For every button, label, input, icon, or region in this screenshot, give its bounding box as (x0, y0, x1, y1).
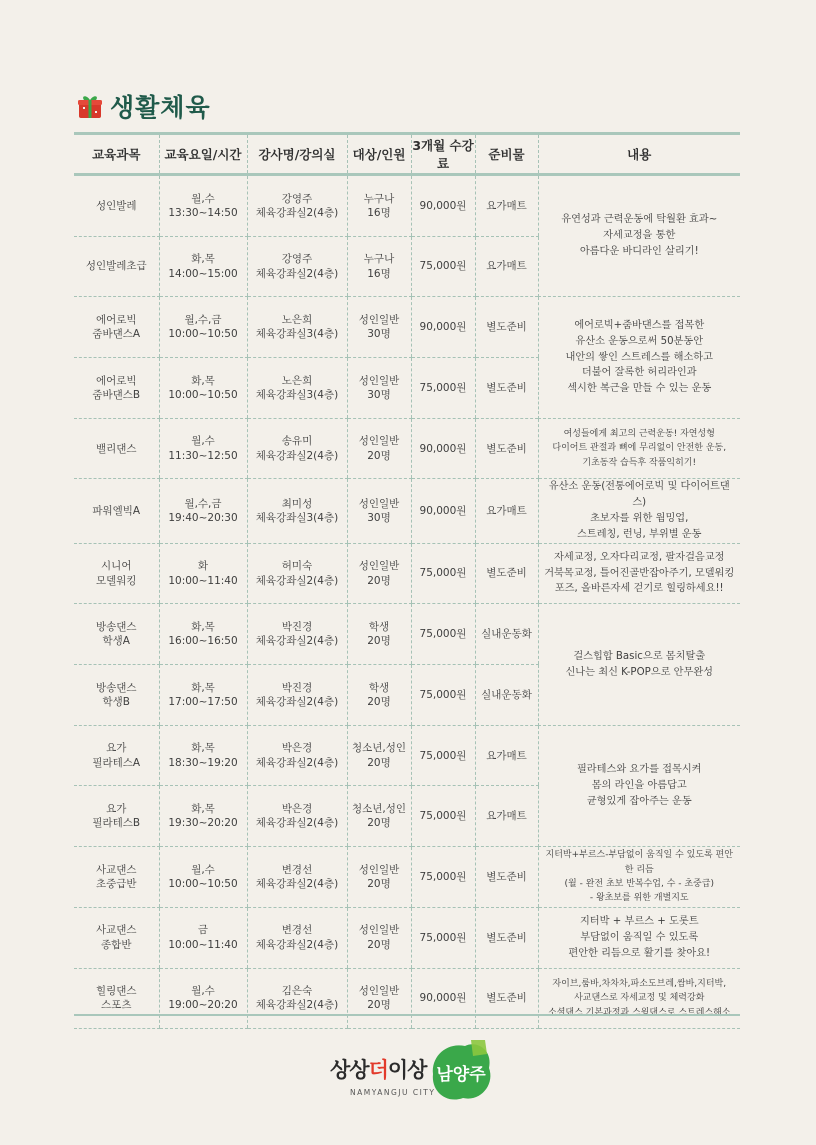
fee-cell: 90,000원 (411, 297, 475, 358)
fee-cell: 75,000원 (411, 358, 475, 419)
target-cell-line: 20명 (367, 756, 391, 769)
description-cell-line: 몸의 라인을 아름답고 (591, 780, 687, 792)
column-header: 교육과목 (74, 134, 159, 175)
schedule-cell-line: 월,수,금 (184, 497, 222, 510)
target-cell-line: 성인일반 (358, 497, 400, 510)
subject-cell (74, 907, 159, 968)
subject-cell (74, 786, 159, 847)
table-header-row (74, 134, 740, 175)
target-cell (347, 479, 411, 543)
instructor-cell-line: 박은경 (281, 803, 313, 816)
instructor-cell-line: 체육강좌실2(4층) (255, 938, 339, 951)
description-cell-line: 섹시한 복근을 만들 수 있는 운동 (567, 383, 712, 395)
description-cell-line: 유연성과 근력운동에 탁월환 효과~ (561, 214, 718, 226)
instructor-cell-line: 김은숙 (281, 985, 313, 998)
subject-cell-line: 요가 (106, 803, 127, 816)
supplies-cell: 요가매트 (475, 479, 538, 543)
description-cell (538, 604, 740, 725)
table-row (74, 479, 740, 543)
subject-cell-line: 에어로빅 (95, 374, 137, 387)
schedule-cell-line: 19:30~20:20 (168, 817, 238, 830)
description-cell-line: 신나는 최신 K-POP으로 안무완성 (565, 666, 714, 678)
target-cell-line: 30명 (367, 512, 391, 525)
table-row (74, 543, 740, 604)
supplies-cell: 요가매트 (475, 725, 538, 786)
description-cell-line: 자이브,룸바,차차차,파소도브레,쌈바,지터박, (552, 978, 727, 989)
target-cell-line: 20명 (367, 449, 391, 462)
target-cell (347, 847, 411, 908)
target-cell-line: 성인일반 (358, 560, 400, 573)
subject-cell (74, 665, 159, 726)
subject-cell (74, 604, 159, 665)
instructor-cell-line: 체육강좌실3(4층) (255, 328, 339, 341)
description-cell-line: 자세교정, 오자다리교정, 팔자걸음교정 (554, 551, 725, 563)
instructor-cell-line: 체육강좌실2(4층) (255, 267, 339, 280)
description-cell-line: 스트레칭, 런닝, 부위별 운동 (577, 528, 702, 540)
target-cell-line: 20명 (367, 574, 391, 587)
instructor-cell-line: 체육강좌실3(4층) (255, 388, 339, 401)
supplies-cell: 요가매트 (475, 175, 538, 237)
target-cell-line: 20명 (367, 635, 391, 648)
subject-cell-line: 에어로빅 (95, 314, 137, 327)
target-cell-line: 성인일반 (358, 374, 400, 387)
description-cell (538, 847, 740, 908)
schedule-cell-line: 18:30~19:20 (168, 756, 238, 769)
schedule-cell (159, 907, 247, 968)
instructor-cell-line: 체육강좌실2(4층) (255, 574, 339, 587)
instructor-cell (247, 847, 347, 908)
instructor-cell-line: 체육강좌실2(4층) (255, 449, 339, 462)
description-cell (538, 543, 740, 604)
target-cell (347, 907, 411, 968)
instructor-cell-line: 박은경 (281, 742, 313, 755)
namyangju-logo-icon (425, 1034, 497, 1106)
table-row (74, 418, 740, 479)
schedule-cell (159, 236, 247, 297)
supplies-cell: 실내운동화 (475, 665, 538, 726)
schedule-cell-line: 금 (197, 924, 209, 937)
schedule-cell-line: 화 (197, 560, 209, 573)
target-cell-line: 20명 (367, 695, 391, 708)
fee-cell: 75,000원 (411, 543, 475, 604)
supplies-cell: 별도준비 (475, 847, 538, 908)
column-header: 준비물 (475, 134, 538, 175)
schedule-cell-line: 월,수 (191, 985, 215, 998)
description-cell-line: 다이어트 관절과 뼈에 무리없이 안전한 운동, (552, 443, 727, 454)
schedule-cell (159, 479, 247, 543)
schedule-cell-line: 16:00~16:50 (168, 635, 238, 648)
schedule-cell-line: 월,수,금 (184, 314, 222, 327)
target-cell (347, 236, 411, 297)
description-cell (538, 479, 740, 543)
logo-text-b: 더 (368, 1058, 388, 1082)
target-cell-line: 성인일반 (358, 863, 400, 876)
table-row (74, 604, 740, 665)
subject-cell-line: 초중급반 (95, 877, 137, 890)
schedule-cell (159, 847, 247, 908)
logo-badge-text: 남양주 (436, 1065, 486, 1085)
description-cell-line: (월 - 완전 초보 반복수업, 수 - 초중급) (564, 878, 714, 889)
target-cell-line: 학생 (368, 621, 390, 634)
description-cell (538, 907, 740, 968)
subject-cell-line: 모델워킹 (95, 574, 137, 587)
schedule-cell-line: 14:00~15:00 (168, 267, 238, 280)
schedule-cell (159, 786, 247, 847)
schedule-cell-line: 10:00~10:50 (168, 877, 238, 890)
table-row (74, 297, 740, 358)
instructor-cell (247, 543, 347, 604)
table-row (74, 847, 740, 908)
schedule-cell-line: 10:00~10:50 (168, 388, 238, 401)
instructor-cell-line: 변경선 (281, 924, 313, 937)
instructor-cell-line: 체육강좌실2(4층) (255, 695, 339, 708)
instructor-cell-line: 체육강좌실2(4층) (255, 206, 339, 219)
logo-text-c: 이상 (387, 1058, 427, 1082)
column-header: 대상/인원 (347, 134, 411, 175)
description-cell (538, 968, 740, 1029)
schedule-cell (159, 725, 247, 786)
description-cell-line: 아름다운 바디라인 살리기! (579, 246, 699, 258)
instructor-cell-line: 체육강좌실2(4층) (255, 635, 339, 648)
gift-icon (76, 92, 104, 120)
instructor-cell-line: 허미숙 (281, 560, 313, 573)
description-cell (538, 175, 740, 297)
subject-cell-line: 파워엘빅A (92, 504, 141, 517)
subject-cell-line: 시니어 (101, 560, 132, 573)
target-cell-line: 30명 (367, 328, 391, 341)
instructor-cell (247, 968, 347, 1029)
table-row (74, 725, 740, 786)
target-cell-line: 성인일반 (358, 314, 400, 327)
schedule-cell-line: 화,목 (191, 253, 215, 266)
target-cell-line: 20명 (367, 938, 391, 951)
description-cell-line: 사교댄스로 자세교정 및 체력강화 (574, 993, 705, 1004)
schedule-cell (159, 543, 247, 604)
target-cell-line: 16명 (367, 267, 391, 280)
schedule-cell-line: 10:00~11:40 (168, 938, 238, 951)
schedule-cell (159, 418, 247, 479)
instructor-cell (247, 175, 347, 237)
schedule-cell (159, 175, 247, 237)
subject-cell-line: 요가 (106, 742, 127, 755)
target-cell (347, 968, 411, 1029)
description-cell-line: 지터박+부르스-부담없이 움직일 수 있도록 편안한 리듬 (545, 850, 733, 875)
fee-cell: 75,000원 (411, 604, 475, 665)
schedule-cell-line: 11:30~12:50 (168, 449, 238, 462)
schedule-cell (159, 968, 247, 1029)
supplies-cell: 별도준비 (475, 297, 538, 358)
subject-cell-line: 필라테스A (92, 756, 141, 769)
supplies-cell: 별도준비 (475, 543, 538, 604)
description-cell-line: 필라테스와 요가를 접목시켜 (576, 764, 702, 776)
column-header: 강사명/강의실 (247, 134, 347, 175)
target-cell (347, 543, 411, 604)
target-cell (347, 725, 411, 786)
subject-cell-line: 방송댄스 (95, 681, 137, 694)
schedule-cell (159, 604, 247, 665)
schedule-cell-line: 10:00~10:50 (168, 328, 238, 341)
instructor-cell (247, 786, 347, 847)
description-cell-line: - 왕초보를 위한 개별지도 (589, 893, 689, 904)
schedule-cell (159, 358, 247, 419)
target-cell-line: 30명 (367, 388, 391, 401)
instructor-cell-line: 체육강좌실2(4층) (255, 877, 339, 890)
instructor-cell (247, 297, 347, 358)
subject-cell (74, 968, 159, 1029)
fee-cell: 75,000원 (411, 725, 475, 786)
fee-cell: 75,000원 (411, 907, 475, 968)
schedule-cell-line: 13:30~14:50 (168, 206, 238, 219)
target-cell-line: 20명 (367, 999, 391, 1012)
subject-cell (74, 847, 159, 908)
target-cell-line: 누구나 (363, 192, 395, 205)
description-cell (538, 725, 740, 846)
bottom-rule (74, 1014, 740, 1016)
description-cell-line: 에어로빅+줌바댄스를 접목한 (574, 320, 705, 332)
target-cell (347, 604, 411, 665)
subject-cell-line: 스포츠 (101, 999, 132, 1012)
instructor-cell-line: 송유미 (281, 435, 313, 448)
target-cell-line: 16명 (367, 206, 391, 219)
instructor-cell (247, 665, 347, 726)
subject-cell-line: 힐링댄스 (95, 985, 137, 998)
schedule-cell-line: 화,목 (191, 803, 215, 816)
subject-cell (74, 236, 159, 297)
supplies-cell: 별도준비 (475, 907, 538, 968)
subject-cell-line: 성인발레 (95, 199, 137, 212)
schedule-cell (159, 665, 247, 726)
target-cell-line: 누구나 (363, 253, 395, 266)
schedule-cell-line: 화,목 (191, 742, 215, 755)
subject-cell (74, 479, 159, 543)
schedule-cell (159, 297, 247, 358)
instructor-cell-line: 체육강좌실2(4층) (255, 999, 339, 1012)
subject-cell (74, 725, 159, 786)
description-cell-line: 소셜댄스 기본과정과 스윙댄스로 스트레스해소 (548, 1007, 731, 1018)
subject-cell-line: 사교댄스 (95, 924, 137, 937)
subject-cell-line: 필라테스B (92, 817, 141, 830)
instructor-cell (247, 236, 347, 297)
supplies-cell: 요가매트 (475, 786, 538, 847)
instructor-cell-line: 체육강좌실2(4층) (255, 817, 339, 830)
city-logo (330, 1030, 500, 1110)
logo-text-a: 상상 (330, 1058, 369, 1082)
instructor-cell (247, 907, 347, 968)
target-cell-line: 학생 (368, 681, 390, 694)
instructor-cell (247, 418, 347, 479)
target-cell (347, 175, 411, 237)
column-header: 3개월 수강료 (411, 134, 475, 175)
instructor-cell-line: 최미성 (281, 497, 313, 510)
description-cell-line: 걸스힙합 Basic으로 몸치탈출 (573, 650, 706, 662)
instructor-cell-line: 박진경 (281, 621, 313, 634)
schedule-cell-line: 월,수 (191, 863, 215, 876)
description-cell-line: 유산소 운동으로써 50분동안 (575, 335, 704, 347)
fee-cell: 90,000원 (411, 968, 475, 1029)
subject-cell-line: 사교댄스 (95, 863, 137, 876)
target-cell-line: 20명 (367, 817, 391, 830)
description-cell-line: 기초동작 습득후 작품익히기! (582, 457, 697, 468)
target-cell-line: 성인일반 (358, 924, 400, 937)
description-cell-line: 자세교정을 통한 (603, 230, 676, 242)
column-header: 교육요일/시간 (159, 134, 247, 175)
target-cell (347, 665, 411, 726)
page-title: 생활체육 (110, 93, 211, 122)
course-table (74, 132, 740, 1029)
description-cell (538, 297, 740, 418)
description-cell-line: 포즈, 올바른자세 걷기로 힐링하세요!! (554, 583, 724, 595)
subject-cell-line: 줌바댄스A (92, 328, 141, 341)
target-cell (347, 786, 411, 847)
instructor-cell (247, 358, 347, 419)
instructor-cell-line: 박진경 (281, 681, 313, 694)
supplies-cell: 별도준비 (475, 968, 538, 1029)
target-cell (347, 418, 411, 479)
fee-cell: 90,000원 (411, 418, 475, 479)
table-row (74, 968, 740, 1029)
schedule-cell-line: 10:00~11:40 (168, 574, 238, 587)
description-cell-line: 내안의 쌓인 스트레스를 해소하고 (565, 351, 713, 363)
instructor-cell-line: 체육강좌실3(4층) (255, 512, 339, 525)
instructor-cell (247, 725, 347, 786)
instructor-cell-line: 노은희 (281, 314, 313, 327)
description-cell-line: 초보자를 위한 웜밍업, (590, 513, 689, 525)
instructor-cell (247, 479, 347, 543)
schedule-cell-line: 19:00~20:20 (168, 999, 238, 1012)
fee-cell: 75,000원 (411, 236, 475, 297)
target-cell-line: 청소년,성인 (351, 742, 407, 755)
description-cell-line: 거북목교정, 틀어진골반잡아주기, 모델워킹 (544, 567, 735, 579)
supplies-cell: 별도준비 (475, 418, 538, 479)
instructor-cell (247, 604, 347, 665)
target-cell-line: 청소년,성인 (351, 803, 407, 816)
schedule-cell-line: 화,목 (191, 621, 215, 634)
supplies-cell: 요가매트 (475, 236, 538, 297)
description-cell-line: 균형있게 잡아주는 운동 (586, 795, 692, 807)
fee-cell: 90,000원 (411, 175, 475, 237)
schedule-cell-line: 화,목 (191, 374, 215, 387)
column-header: 내용 (538, 134, 740, 175)
subject-cell (74, 543, 159, 604)
schedule-cell-line: 월,수 (191, 435, 215, 448)
subject-cell-line: 학생B (102, 695, 130, 708)
instructor-cell-line: 노은희 (281, 374, 313, 387)
subject-cell-line: 종합반 (101, 938, 132, 951)
instructor-cell-line: 체육강좌실2(4층) (255, 756, 339, 769)
description-cell (538, 418, 740, 479)
subject-cell-line: 학생A (102, 635, 130, 648)
subject-cell (74, 175, 159, 237)
target-cell-line: 성인일반 (358, 435, 400, 448)
subject-cell-line: 방송댄스 (95, 621, 137, 634)
fee-cell: 90,000원 (411, 479, 475, 543)
subject-cell (74, 358, 159, 419)
instructor-cell-line: 강영주 (281, 192, 313, 205)
schedule-cell-line: 19:40~20:30 (168, 512, 238, 525)
subject-cell-line: 줌바댄스B (92, 388, 141, 401)
table-body (74, 175, 740, 1029)
section-header (76, 86, 211, 126)
description-cell-line: 편안한 리듬으로 활기를 찾아요! (568, 947, 711, 959)
description-cell-line: 여성들에게 최고의 근력운동! 자연성형 (563, 429, 715, 439)
table-row (74, 175, 740, 237)
target-cell (347, 297, 411, 358)
description-cell-line: 지터박 + 부르스 + 도롯트 (579, 915, 699, 927)
target-cell-line: 성인일반 (358, 985, 400, 998)
fee-cell: 75,000원 (411, 665, 475, 726)
supplies-cell: 별도준비 (475, 358, 538, 419)
logo-slogan (330, 1054, 426, 1084)
schedule-cell-line: 월,수 (191, 192, 215, 205)
fee-cell: 75,000원 (411, 847, 475, 908)
target-cell (347, 358, 411, 419)
subject-cell-line: 성인발레초급 (85, 260, 147, 273)
logo-subtitle: NAMYANGJU CITY (350, 1088, 436, 1097)
description-cell-line: 더불어 잘록한 허리라인과 (581, 367, 697, 379)
schedule-cell-line: 화,목 (191, 681, 215, 694)
schedule-cell-line: 17:00~17:50 (168, 695, 238, 708)
target-cell-line: 20명 (367, 877, 391, 890)
subject-cell (74, 418, 159, 479)
subject-cell (74, 297, 159, 358)
description-cell-line: 부담없이 움직일 수 있도록 (580, 931, 699, 943)
supplies-cell: 실내운동화 (475, 604, 538, 665)
instructor-cell-line: 변경선 (281, 863, 313, 876)
subject-cell-line: 밸리댄스 (95, 442, 137, 455)
fee-cell: 75,000원 (411, 786, 475, 847)
instructor-cell-line: 강영주 (281, 253, 313, 266)
table-row (74, 907, 740, 968)
description-cell-line: 유산소 운동(전통에어로빅 및 다이어트댄스) (548, 481, 730, 509)
